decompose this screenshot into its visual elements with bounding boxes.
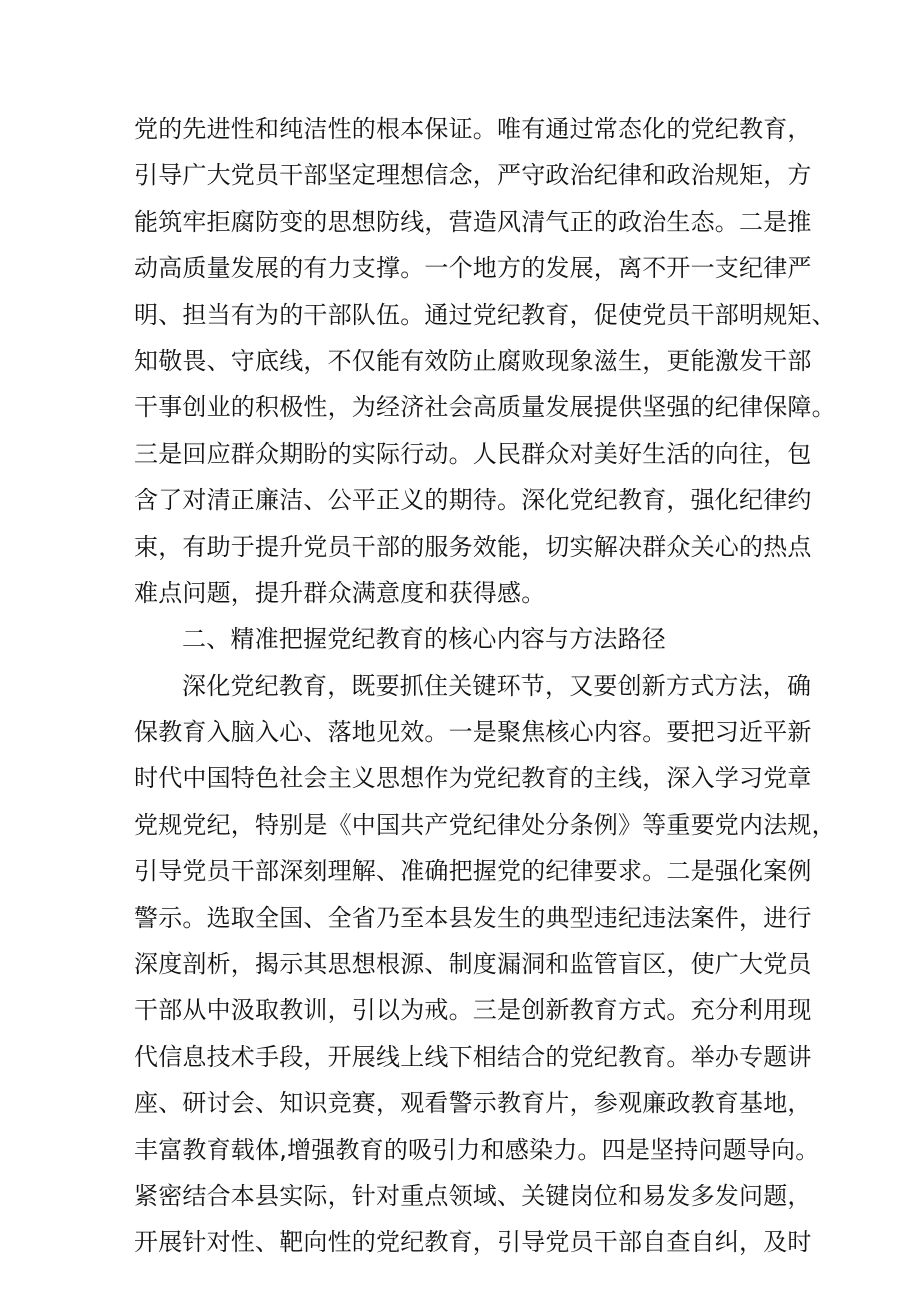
text-line: 含了对清正廉洁、公平正义的期待。深化党纪教育，强化纪律约 xyxy=(134,486,812,515)
text-line: 党规党纪，特别是《中国共产党纪律处分条例》等重要党内法规， xyxy=(134,810,836,839)
text-line: 深化党纪教育，既要抓住关键环节，又要创新方式方法，确 xyxy=(182,671,812,700)
text-line: 代信息技术手段，开展线上线下相结合的党纪教育。举办专题讲 xyxy=(134,1042,812,1071)
text-line: 干事创业的积极性，为经济社会高质量发展提供坚强的纪律保障。 xyxy=(134,393,836,422)
text-line: 束，有助于提升党员干部的服务效能，切实解决群众关心的热点 xyxy=(134,532,812,561)
text-line: 深度剖析，揭示其思想根源、制度漏洞和监管盲区，使广大党员 xyxy=(134,950,812,979)
text-line: 动高质量发展的有力支撑。一个地方的发展，离不开一支纪律严 xyxy=(134,254,812,283)
text-line: 党的先进性和纯洁性的根本保证。唯有通过常态化的党纪教育， xyxy=(134,115,812,143)
text-line: 干部从中汲取教训，引以为戒。三是创新教育方式。充分利用现 xyxy=(134,996,812,1025)
text-line: 明、担当有为的干部队伍。通过党纪教育，促使党员干部明规矩、 xyxy=(134,300,836,329)
text-line: 警示。选取全国、全省乃至本县发生的典型违纪违法案件，进行 xyxy=(134,903,812,932)
text-line: 时代中国特色社会主义思想作为党纪教育的主线，深入学习党章 xyxy=(134,764,812,793)
text-line: 引导党员干部深刻理解、准确把握党的纪律要求。二是强化案例 xyxy=(134,857,812,886)
text-line: 开展针对性、靶向性的党纪教育，引导党员干部自查自纠，及时 xyxy=(134,1228,812,1257)
text-line: 保教育入脑入心、落地见效。一是聚焦核心内容。要把习近平新 xyxy=(134,718,812,747)
text-line: 座、研讨会、知识竞赛，观看警示教育片，参观廉政教育基地， xyxy=(134,1089,812,1118)
section-heading: 二、精准把握党纪教育的核心内容与方法路径 xyxy=(182,625,666,654)
text-line: 三是回应群众期盼的实际行动。人民群众对美好生活的向往，包 xyxy=(134,439,812,468)
text-line: 丰富教育载体,增强教育的吸引力和感染力。四是坚持问题导向。 xyxy=(134,1135,820,1164)
text-line: 难点问题，提升群众满意度和获得感。 xyxy=(134,578,546,607)
text-line: 知敬畏、守底线，不仅能有效防止腐败现象滋生，更能激发干部 xyxy=(134,346,812,375)
text-line: 引导广大党员干部坚定理想信念，严守政治纪律和政治规矩，方 xyxy=(134,161,812,190)
text-line: 紧密结合本县实际，针对重点领域、关键岗位和易发多发问题， xyxy=(134,1181,812,1210)
body-text xyxy=(134,106,836,1266)
text-line: 能筑牢拒腐防变的思想防线，营造风清气正的政治生态。二是推 xyxy=(134,207,812,236)
